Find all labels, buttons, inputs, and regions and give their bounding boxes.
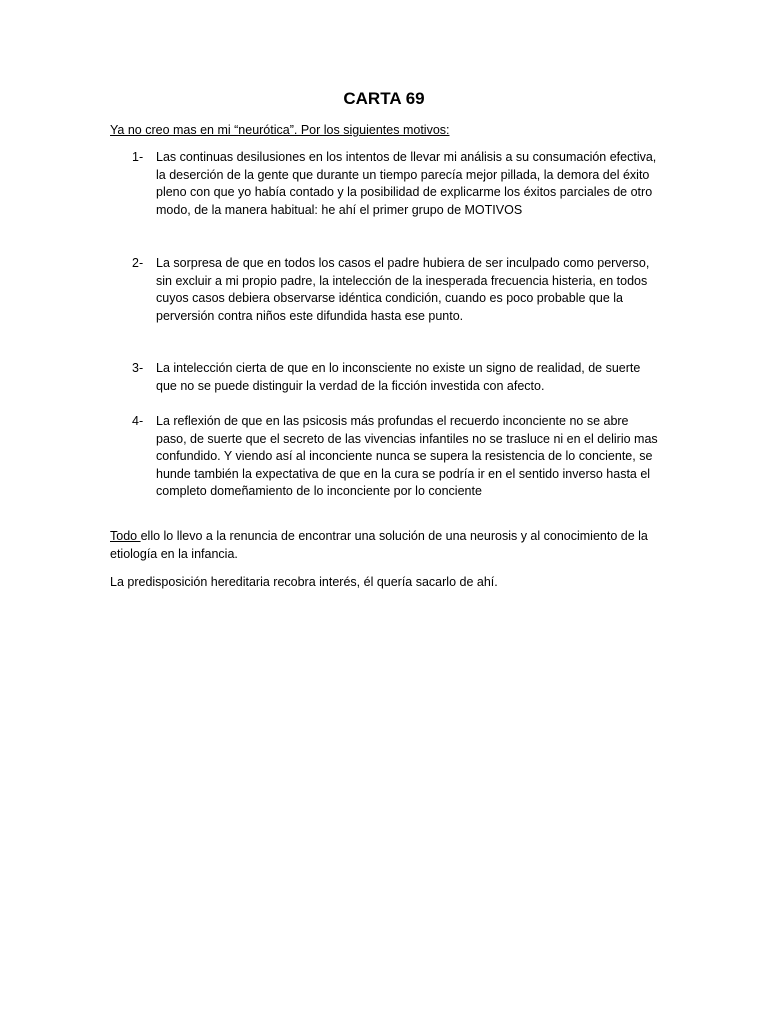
document-title: CARTA 69 (343, 89, 425, 108)
list-item-text: La intelección cierta de que en lo inconsciente no existe un signo de realidad, de suerte que no se puede distinguir la verdad de la ficción investida con afecto. (156, 361, 641, 393)
conclusion-text: ello lo llevo a la renuncia de encontrar una solución de una neurosis y al conocimiento de la etiología en la infancia. (110, 529, 648, 561)
list-item-number: 2- (132, 256, 144, 270)
intro-line: Ya no creo mas en mi “neurótica”. Por los siguientes motivos: (110, 123, 450, 137)
conclusion-underlined-word: Todo (110, 529, 141, 543)
list-item-text: La reflexión de que en las psicosis más profundas el recuerdo inconciente no se abre paso, de suerte que el secreto de las vivencias infantiles no se trasluce ni en el delirio mas confundido. Y viendo así al inconciente nunca se supera la resistencia de lo conciente, se hunde también la expectativa de que en la cura se podría ir en el sentido inverso hasta el completo domeñamiento de lo inconciente por lo conciente (156, 414, 658, 498)
list-item-number: 4- (132, 414, 144, 428)
list-item-text: Las continuas desilusiones en los intentos de llevar mi análisis a su consumación efectiva, la deserción de la gente que durante un tiempo parecía mejor pillada, la demora del éxito pleno con que yo había contado y la posibilidad de explicarme los éxitos parciales de otro modo, de la manera habitual: he ahí el primer grupo de MOTIVOS (156, 150, 657, 217)
list-item-text: La sorpresa de que en todos los casos el padre hubiera de ser inculpado como perverso, sin excluir a mi propio padre, la intelección de la inesperada frecuencia histeria, en todos cuyos casos debiera observarse idéntica condición, cuando es poco probable que la perversión contra niños este difundida hasta ese punto. (156, 256, 650, 323)
conclusion-paragraph (110, 528, 660, 563)
final-paragraph: La predisposición hereditaria recobra interés, él quería sacarlo de ahí. (110, 575, 498, 589)
list-item-number: 1- (132, 150, 144, 164)
list-item-number: 3- (132, 361, 144, 375)
